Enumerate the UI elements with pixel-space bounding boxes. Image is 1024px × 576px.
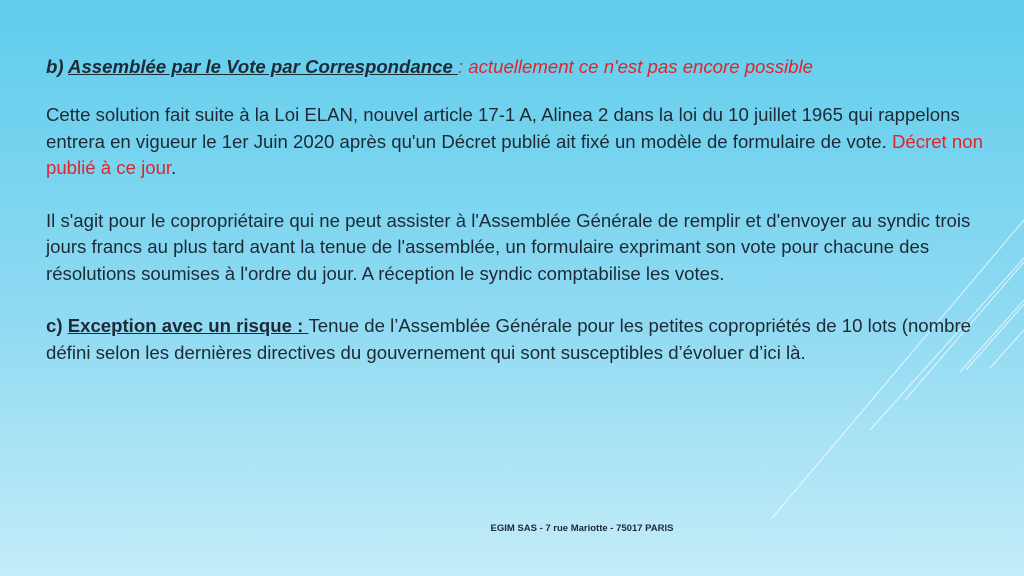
- footer-address: EGIM SAS - 7 rue Mariotte - 75017 PARIS: [490, 523, 674, 534]
- paragraph-loi-elan: [46, 102, 996, 182]
- slide-content: [46, 54, 996, 366]
- section-c-paragraph: [46, 313, 996, 366]
- section-b-colon: :: [457, 56, 469, 77]
- spacer: [46, 182, 996, 208]
- section-c-text: Tenue de l’Assemblée Générale pour les petites copropriétés de 10 lots (nombre défini selon les dernières directives du gouvernement qui sont susceptibles d’évoluer d’ici là.: [46, 315, 971, 363]
- paragraph-vote-formulaire: Il s'agit pour le copropriétaire qui ne peut assister à l'Assemblée Générale de remplir et d'envoyer au syndic trois jours francs au plus tard avant la tenue de l'assemblée, un formulaire exprimant son vote pour chacune des résolutions soumises à l'ordre du jour. A réception le syndic comptabilise les votes.: [46, 209, 971, 284]
- paragraph-loi-elan-end: .: [171, 157, 177, 178]
- paragraph-loi-elan-text: Cette solution fait suite à la Loi ELAN, nouvel article 17-1 A, Alinea 2 dans la loi du 10 juillet 1965 qui rappelons entrera en vigueur le 1er Juin 2020 après qu'un Décret publié ait fixé un modèle de formulaire de vote.: [46, 104, 960, 152]
- section-c-prefix: c): [46, 315, 68, 336]
- section-b-heading: [46, 54, 996, 80]
- spacer: [46, 287, 996, 313]
- section-b-prefix: b): [46, 56, 69, 77]
- section-b-title: Assemblée par le Vote par Correspondance: [68, 56, 458, 77]
- section-b-note: actuellement ce n'est pas encore possible: [468, 56, 813, 77]
- section-c-title: Exception avec un risque :: [67, 315, 309, 336]
- decret-status-highlight: Décret non publié à ce jour: [46, 130, 983, 178]
